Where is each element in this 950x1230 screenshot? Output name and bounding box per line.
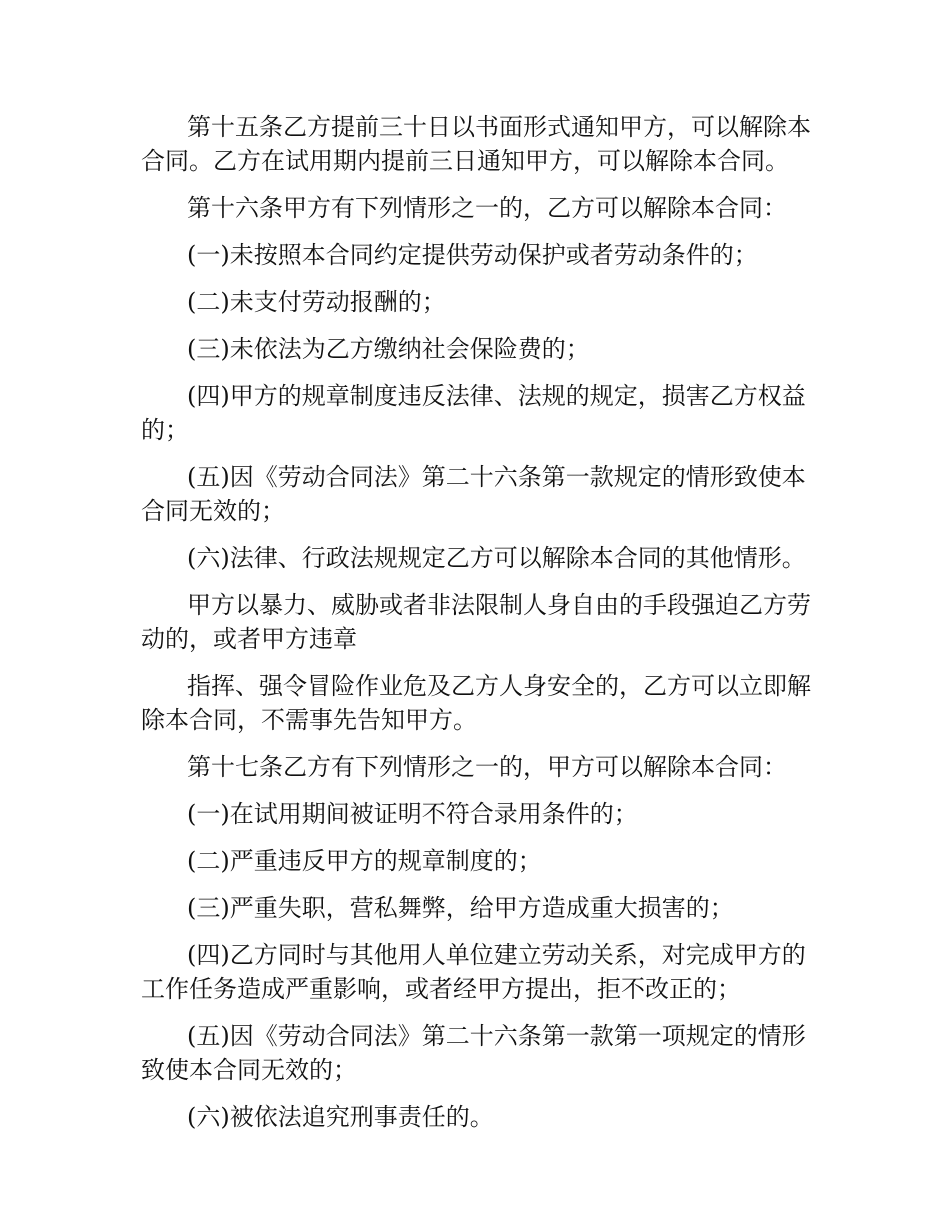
paragraph-article-17-item-4: (四)乙方同时与其他用人单位建立劳动关系，对完成甲方的工作任务造成严重影响，或者经甲方提出，拒不改正的； (141, 941, 806, 1003)
paragraph-article-16-item-6: (六)法律、行政法规规定乙方可以解除本合同的其他情形。 (187, 544, 806, 572)
paragraph-article-15: 第十五条乙方提前三十日以书面形式通知甲方，可以解除本合同。乙方在试用期内提前三日通知甲方，可以解除本合同。 (141, 113, 811, 175)
paragraph-article-17-item-3: (三)严重失职，营私舞弊，给甲方造成重大损害的； (187, 894, 734, 922)
paragraph-article-17-item-5: (五)因《劳动合同法》第二十六条第一款第一项规定的情形致使本合同无效的； (141, 1022, 806, 1084)
paragraph-article-16-item-2: (二)未支付劳动报酬的； (187, 288, 446, 316)
paragraph-coercion-clause: 甲方以暴力、威胁或者非法限制人身自由的手段强迫乙方劳动的，或者甲方违章 (141, 591, 811, 653)
paragraph-article-16-item-5: (五)因《劳动合同法》第二十六条第一款规定的情形致使本合同无效的； (141, 463, 806, 525)
paragraph-article-16-item-4: (四)甲方的规章制度违反法律、法规的规定，损害乙方权益的； (141, 382, 806, 444)
paragraph-article-16-item-3: (三)未依法为乙方缴纳社会保险费的； (187, 335, 590, 363)
paragraph-coercion-clause-continued: 指挥、强令冒险作业危及乙方人身安全的，乙方可以立即解除本合同，不需事先告知甲方。 (141, 672, 811, 734)
paragraph-article-16-heading: 第十六条甲方有下列情形之一的，乙方可以解除本合同： (187, 194, 787, 222)
document-body (141, 110, 826, 1147)
paragraph-article-17-item-6: (六)被依法追究刑事责任的。 (187, 1103, 494, 1131)
paragraph-article-17-item-1: (一)在试用期间被证明不符合录用条件的； (187, 800, 638, 828)
paragraph-article-17-heading: 第十七条乙方有下列情形之一的，甲方可以解除本合同： (187, 753, 787, 781)
paragraph-article-16-item-1: (一)未按照本合同约定提供劳动保护或者劳动条件的； (187, 241, 758, 269)
paragraph-article-17-item-2: (二)严重违反甲方的规章制度的； (187, 847, 542, 875)
